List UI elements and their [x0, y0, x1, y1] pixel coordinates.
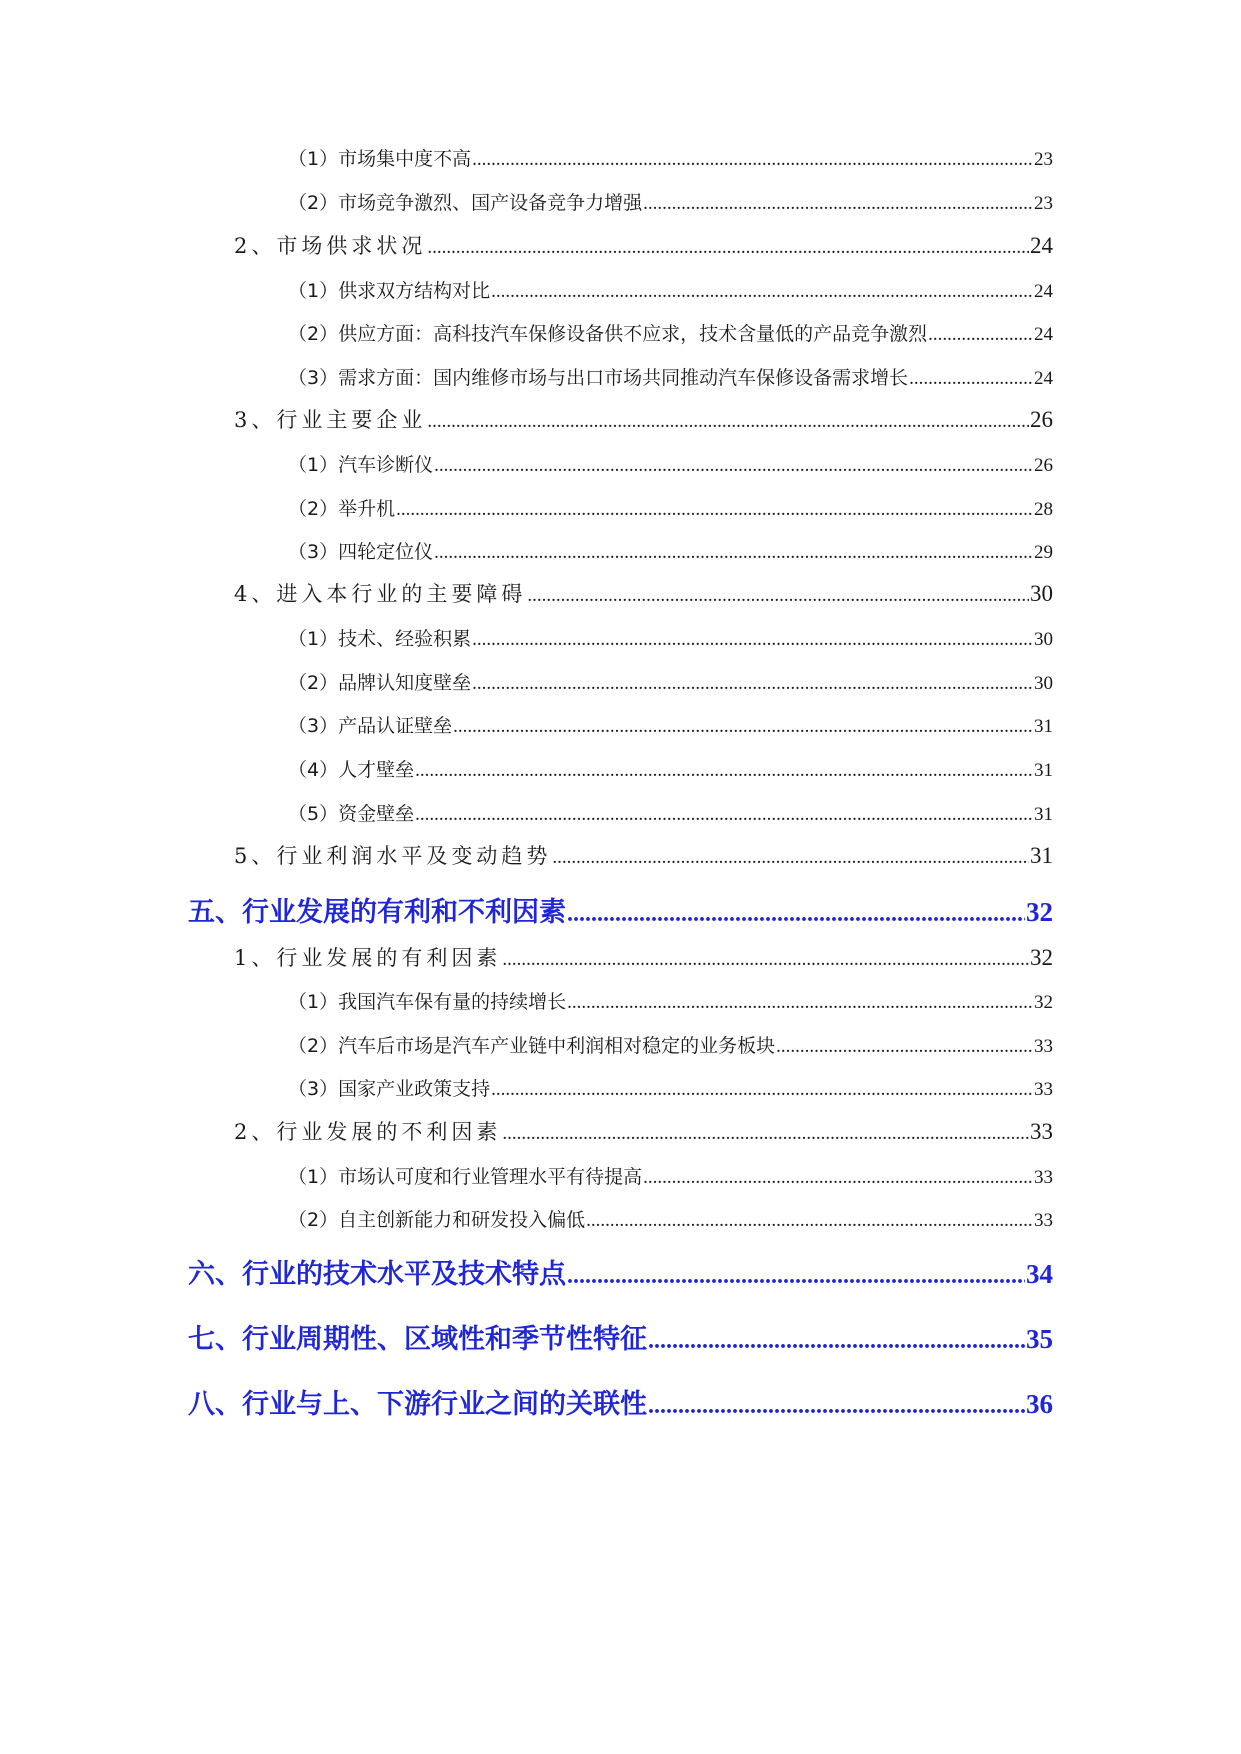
toc-entry-page: 31	[1034, 716, 1053, 737]
toc-entry-title: （5）资金壁垒	[288, 803, 415, 825]
toc-entry-title: （2）自主创新能力和研发投入偏低	[288, 1209, 586, 1231]
toc-entry-page: 23	[1034, 149, 1053, 170]
toc-entry-title: 1、行业发展的有利因素	[234, 946, 502, 970]
toc-entry-page: 29	[1034, 542, 1053, 563]
toc-entry[interactable]	[288, 755, 1053, 782]
toc-entry-title: （2）汽车后市场是汽车产业链中利润相对稳定的业务板块	[288, 1035, 776, 1057]
toc-entry-page: 30	[1030, 581, 1053, 606]
toc-entry-page: 36	[1026, 1389, 1053, 1419]
toc-leader-dots	[472, 149, 1033, 171]
toc-chapter-entry[interactable]	[188, 1317, 1053, 1356]
toc-leader-dots	[415, 804, 1033, 826]
toc-entry-title: （3）四轮定位仪	[288, 541, 434, 563]
toc-entry-page: 31	[1034, 760, 1053, 781]
toc-leader-dots	[415, 760, 1033, 782]
toc-leader-dots	[909, 368, 1033, 390]
toc-entry-page: 26	[1030, 407, 1053, 432]
toc-entry-title: （1）供求双方结构对比	[288, 280, 491, 302]
toc-entry[interactable]	[234, 840, 1053, 870]
toc-leader-dots	[491, 281, 1033, 303]
toc-entry[interactable]	[288, 319, 1053, 346]
toc-leader-dots	[427, 237, 1029, 259]
toc-entry-title: 八、行业与上、下游行业之间的关联性	[188, 1389, 647, 1420]
toc-leader-dots	[586, 1210, 1033, 1232]
toc-entry-page: 30	[1034, 629, 1053, 650]
toc-entry-title: （1）市场认可度和行业管理水平有待提高	[288, 1166, 643, 1188]
toc-entry[interactable]	[234, 230, 1053, 260]
toc-leader-dots	[648, 1328, 1025, 1355]
toc-entry-page: 31	[1034, 804, 1053, 825]
toc-entry[interactable]	[288, 363, 1053, 390]
toc-entry[interactable]	[288, 1031, 1053, 1058]
toc-entry-title: （2）举升机	[288, 498, 396, 520]
toc-entry[interactable]	[288, 276, 1053, 303]
toc-entry[interactable]	[234, 942, 1053, 972]
toc-entry[interactable]	[288, 668, 1053, 695]
toc-leader-dots	[472, 673, 1033, 695]
toc-entry-page: 30	[1034, 673, 1053, 694]
toc-entry-title: 2、行业发展的不利因素	[234, 1120, 502, 1144]
toc-entry-page: 33	[1030, 1119, 1053, 1144]
toc-chapter-entry[interactable]	[188, 890, 1053, 929]
toc-entry-title: 4、进入本行业的主要障碍	[234, 582, 527, 606]
toc-entry[interactable]	[288, 1162, 1053, 1189]
toc-entry-title: 2、市场供求状况	[234, 234, 427, 258]
toc-entry-title: （1）市场集中度不高	[288, 148, 472, 170]
toc-entry-title: 3、行业主要企业	[234, 408, 427, 432]
toc-entry-title: （1）汽车诊断仪	[288, 454, 434, 476]
toc-entry[interactable]	[288, 624, 1053, 651]
toc-entry-page: 23	[1034, 193, 1053, 214]
toc-entry-title: （3）需求方面：国内维修市场与出口市场共同推动汽车保修设备需求增长	[288, 367, 909, 389]
toc-entry[interactable]	[288, 711, 1053, 738]
toc-entry-page: 28	[1034, 499, 1053, 520]
toc-entry-page: 35	[1026, 1324, 1053, 1354]
toc-entry[interactable]	[288, 799, 1053, 826]
toc-leader-dots	[567, 901, 1025, 928]
toc-entry-page: 33	[1034, 1036, 1053, 1057]
toc-entry[interactable]	[288, 494, 1053, 521]
toc-leader-dots	[491, 1079, 1033, 1101]
toc-entry-title: 六、行业的技术水平及技术特点	[188, 1259, 566, 1290]
toc-entry-title: （2）市场竞争激烈、国产设备竞争力增强	[288, 192, 643, 214]
toc-leader-dots	[453, 716, 1033, 738]
toc-leader-dots	[552, 847, 1029, 869]
toc-entry[interactable]	[234, 404, 1053, 434]
toc-entry-page: 31	[1030, 843, 1053, 868]
toc-leader-dots	[643, 193, 1033, 215]
toc-entry-page: 24	[1034, 281, 1053, 302]
toc-leader-dots	[928, 324, 1033, 346]
toc-entry-title: （1）技术、经验积累	[288, 628, 472, 650]
toc-entry-title: （2）品牌认知度壁垒	[288, 672, 472, 694]
toc-entry-page: 24	[1030, 233, 1053, 258]
toc-chapter-entry[interactable]	[188, 1382, 1053, 1421]
toc-entry[interactable]	[234, 578, 1053, 608]
toc-entry[interactable]	[288, 1074, 1053, 1101]
toc-entry[interactable]	[234, 1116, 1053, 1146]
toc-leader-dots	[648, 1393, 1025, 1420]
toc-entry-page: 34	[1026, 1259, 1053, 1289]
toc-entry-title: （1）我国汽车保有量的持续增长	[288, 991, 567, 1013]
toc-leader-dots	[427, 411, 1029, 433]
toc-leader-dots	[434, 455, 1033, 477]
toc-chapter-entry[interactable]	[188, 1252, 1053, 1291]
toc-entry-title: （4）人才壁垒	[288, 759, 415, 781]
toc-entry[interactable]	[288, 450, 1053, 477]
toc-entry-page: 33	[1034, 1079, 1053, 1100]
toc-entry-title: （3）产品认证壁垒	[288, 715, 453, 737]
toc-leader-dots	[502, 949, 1029, 971]
toc-leader-dots	[567, 992, 1033, 1014]
toc-entry-title: 五、行业发展的有利和不利因素	[188, 897, 566, 928]
toc-entry[interactable]	[288, 1205, 1053, 1232]
toc-entry-title: （2）供应方面：高科技汽车保修设备供不应求，技术含量低的产品竞争激烈	[288, 323, 928, 345]
toc-entry[interactable]	[288, 188, 1053, 215]
toc-leader-dots	[643, 1167, 1033, 1189]
toc-entry-page: 32	[1030, 945, 1053, 970]
toc-entry-page: 24	[1034, 368, 1053, 389]
toc-leader-dots	[776, 1036, 1033, 1058]
toc-leader-dots	[502, 1123, 1029, 1145]
toc-entry-page: 26	[1034, 455, 1053, 476]
toc-entry-page: 33	[1034, 1210, 1053, 1231]
toc-entry-page: 32	[1026, 897, 1053, 927]
toc-leader-dots	[527, 585, 1029, 607]
toc-entry-page: 24	[1034, 324, 1053, 345]
toc-entry[interactable]	[288, 537, 1053, 564]
toc-entry-page: 32	[1034, 992, 1053, 1013]
toc-entry-title: 5、行业利润水平及变动趋势	[234, 844, 552, 868]
toc-leader-dots	[396, 499, 1033, 521]
toc-entry-title: （3）国家产业政策支持	[288, 1078, 491, 1100]
toc-entry[interactable]	[288, 987, 1053, 1014]
toc-leader-dots	[434, 542, 1033, 564]
toc-leader-dots	[567, 1263, 1025, 1290]
toc-entry-title: 七、行业周期性、区域性和季节性特征	[188, 1324, 647, 1355]
toc-entry[interactable]	[288, 144, 1053, 171]
toc-leader-dots	[472, 629, 1033, 651]
toc-entry-page: 33	[1034, 1167, 1053, 1188]
